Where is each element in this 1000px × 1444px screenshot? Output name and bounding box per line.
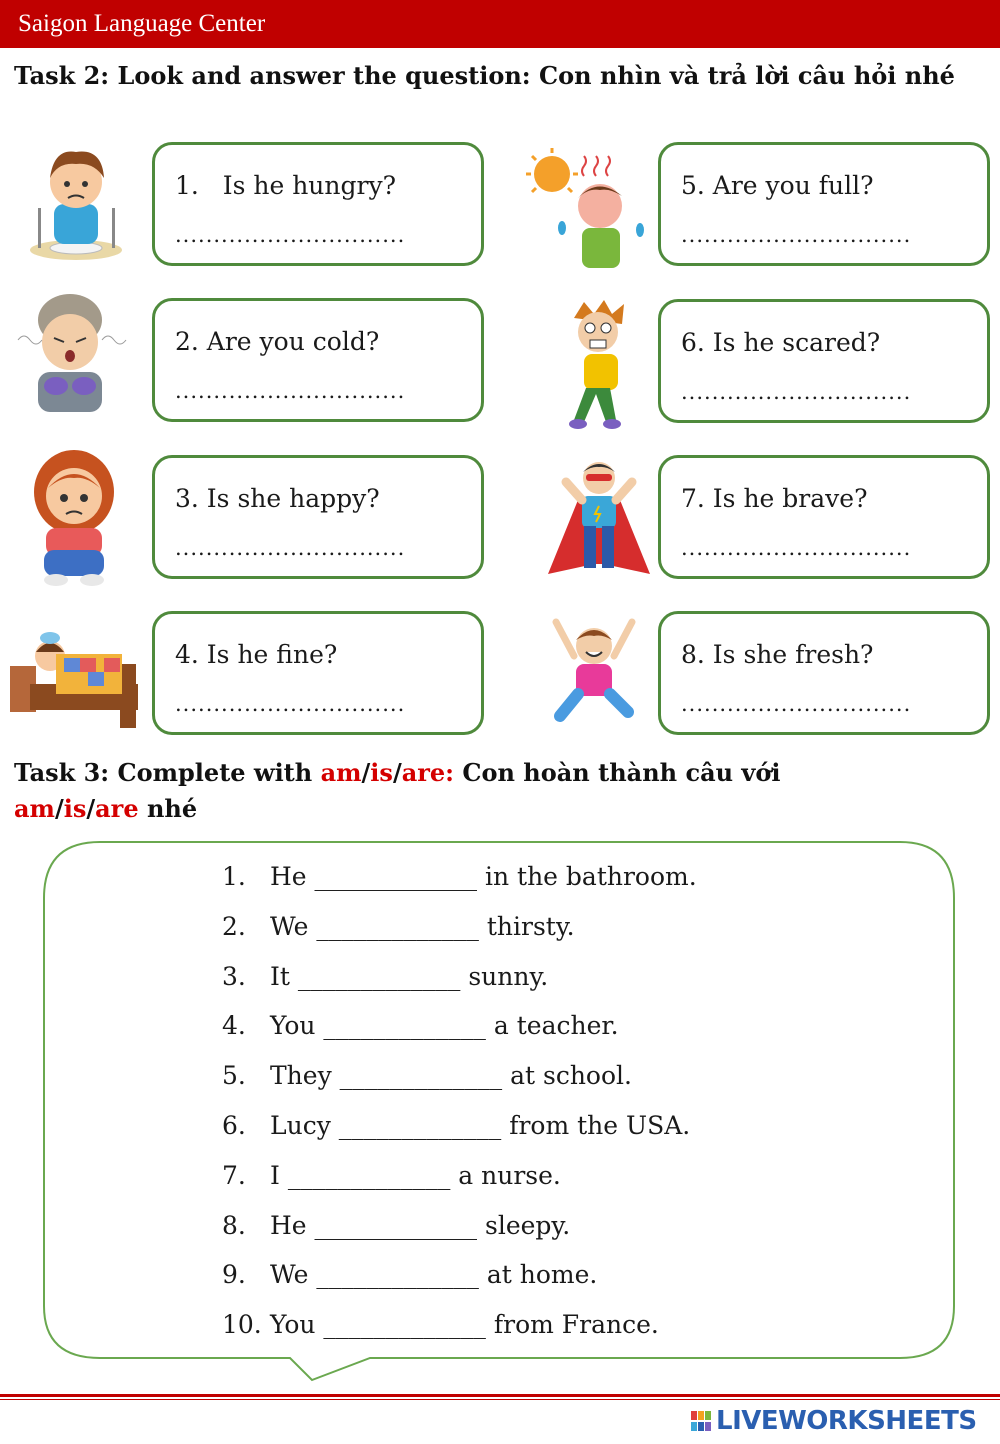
fill-in-sentence[interactable]: They _____________ at school. xyxy=(270,1061,632,1091)
footer-rule xyxy=(0,1394,1000,1397)
fill-in-sentence[interactable]: You _____________ a teacher. xyxy=(270,1011,619,1041)
hot-boy-icon xyxy=(518,148,650,270)
fill-in-sentence[interactable]: He _____________ sleepy. xyxy=(270,1210,571,1240)
question-box-6 xyxy=(658,299,990,423)
fill-in-sentence[interactable]: Lucy _____________ from the USA. xyxy=(270,1110,691,1140)
fill-in-sentence[interactable]: It _____________ sunny. xyxy=(270,961,549,991)
question-box-7 xyxy=(658,455,990,579)
item-number: 3. xyxy=(222,961,246,991)
question-box-3 xyxy=(152,455,484,579)
question-box-2 xyxy=(152,298,484,422)
question-text: 6. Is he scared? xyxy=(681,328,881,357)
question-text: 3. Is she happy? xyxy=(175,484,380,513)
word-are-colon: are: xyxy=(401,758,455,787)
task2-heading: Task 2: Look and answer the question: Con nhìn và trả lời câu hỏi nhé xyxy=(14,61,955,90)
footer-rule-thin xyxy=(0,1399,1000,1400)
liveworksheets-logo[interactable] xyxy=(690,1404,977,1438)
item-number: 1. xyxy=(222,862,246,891)
answer-field[interactable]: .............................. xyxy=(175,223,406,247)
slash: / xyxy=(86,794,96,823)
header-title: Saigon Language Center xyxy=(18,10,266,37)
question-box-4 xyxy=(152,611,484,735)
task3-heading xyxy=(14,755,989,827)
superhero-boy-icon xyxy=(544,456,654,586)
jumping-girl-icon xyxy=(542,610,646,734)
word-am: am xyxy=(320,758,362,787)
task3-heading-prefix: Task 3: Complete with xyxy=(14,758,321,787)
item-number: 10. xyxy=(222,1310,262,1340)
question-text: 7. Is he brave? xyxy=(681,484,868,513)
item-number: 9. xyxy=(222,1260,246,1290)
slash: / xyxy=(392,758,402,787)
answer-field[interactable]: .............................. xyxy=(681,380,912,404)
question-box-5 xyxy=(658,142,990,266)
fill-in-sentence[interactable]: We _____________ at home. xyxy=(270,1260,598,1290)
fill-in-sentence[interactable]: He _____________ in the bathroom. xyxy=(270,862,697,891)
slash: / xyxy=(54,794,64,823)
fill-in-sentence[interactable]: You _____________ from France. xyxy=(270,1310,659,1340)
answer-field[interactable]: .............................. xyxy=(175,692,406,716)
answer-field[interactable]: .............................. xyxy=(175,536,406,560)
header-bar xyxy=(0,0,1000,48)
answer-field[interactable]: .............................. xyxy=(681,692,912,716)
liveworksheets-logo-text: LIVEWORKSHEETS xyxy=(716,1406,977,1436)
slash: / xyxy=(361,758,371,787)
task3-heading-suffix: nhé xyxy=(138,794,198,823)
item-number: 6. xyxy=(222,1110,246,1140)
item-number: 7. xyxy=(222,1160,246,1190)
question-text: 1. Is he hungry? xyxy=(175,171,396,200)
question-text: 5. Are you full? xyxy=(681,171,874,200)
sick-boy-in-bed-icon xyxy=(6,614,142,730)
word-am: am xyxy=(14,794,55,823)
item-number: 5. xyxy=(222,1061,246,1091)
question-text: 2. Are you cold? xyxy=(175,327,380,356)
task3-heading-mid: Con hoàn thành câu với xyxy=(454,758,781,787)
question-box-8 xyxy=(658,611,990,735)
word-is: is xyxy=(370,758,393,787)
answer-field[interactable]: .............................. xyxy=(175,379,406,403)
question-text: 8. Is she fresh? xyxy=(681,640,874,669)
answer-field[interactable]: .............................. xyxy=(681,223,912,247)
question-text: 4. Is he fine? xyxy=(175,640,338,669)
item-number: 4. xyxy=(222,1011,246,1041)
fill-in-sentence[interactable]: I _____________ a nurse. xyxy=(270,1160,561,1190)
liveworksheets-logo-icon xyxy=(690,1409,714,1433)
sad-girl-icon xyxy=(24,442,124,588)
scared-boy-icon xyxy=(560,296,640,436)
word-is: is xyxy=(63,794,87,823)
word-are: are xyxy=(95,794,139,823)
answer-field[interactable]: .............................. xyxy=(681,536,912,560)
fill-in-sentence[interactable]: We _____________ thirsty. xyxy=(270,911,575,941)
item-number: 2. xyxy=(222,911,246,941)
question-box-1 xyxy=(152,142,484,266)
hungry-boy-icon xyxy=(24,138,128,266)
cold-man-icon xyxy=(10,280,130,420)
item-number: 8. xyxy=(222,1210,246,1240)
